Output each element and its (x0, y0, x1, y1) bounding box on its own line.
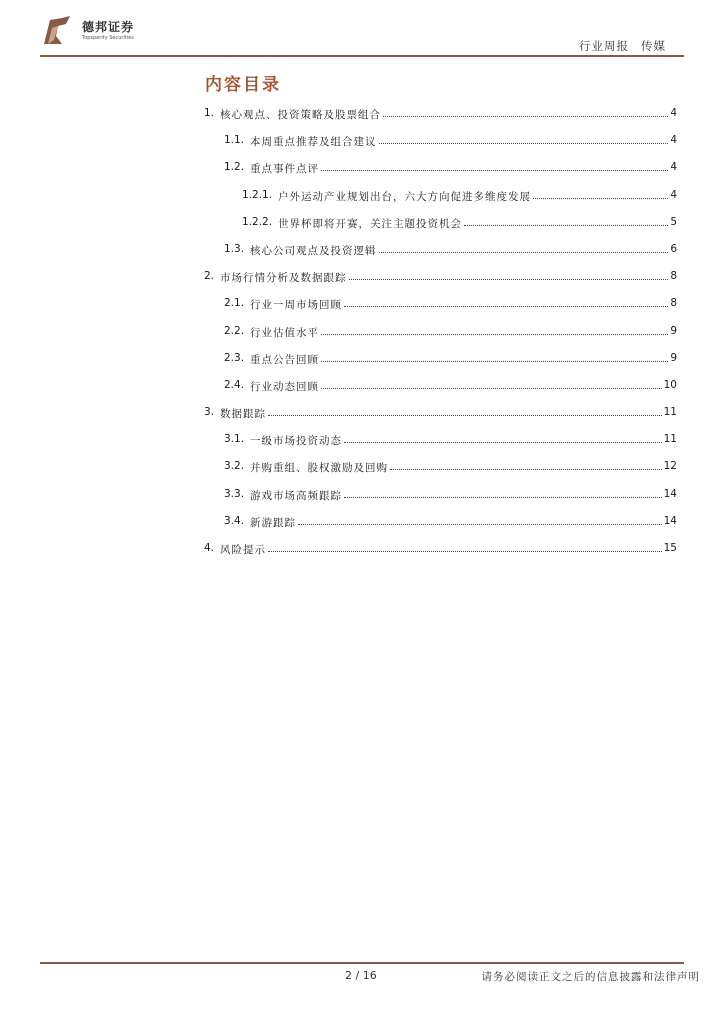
toc-entry[interactable] (204, 243, 677, 270)
toc-entry[interactable] (204, 352, 677, 379)
toc-leader-dots (379, 134, 669, 144)
toc-leader-dots (383, 107, 668, 117)
toc-entry-page: 4 (670, 134, 677, 147)
toc-leader-dots (321, 325, 668, 335)
toc-entry-title: 世界杯即将开赛，关注主题投资机会 (278, 217, 463, 230)
toc-entry-page: 10 (663, 378, 677, 391)
toc-entry-number: 1.2.2. (242, 215, 273, 228)
toc-entry-title: 重点公告回顾 (250, 353, 320, 366)
report-category (579, 38, 666, 54)
toc-leader-dots (321, 352, 668, 362)
toc-entry-title: 本周重点推荐及组合建议 (250, 136, 377, 149)
toc-title: 内容目录 (205, 75, 281, 95)
page-header (0, 0, 724, 60)
toc-entry-page: 4 (670, 161, 677, 174)
toc-entry-title: 风险提示 (220, 544, 267, 556)
toc-entry-title: 游戏市场高频跟踪 (250, 489, 343, 502)
toc-entry-page: 6 (670, 242, 677, 255)
report-type: 行业周报 (579, 39, 629, 53)
toc-entry[interactable] (204, 134, 677, 161)
toc-entry-title: 重点事件点评 (250, 163, 320, 176)
toc-entry-page: 11 (663, 433, 677, 446)
toc-entry-number: 1.3. (224, 242, 245, 255)
toc-entry-number: 2.3. (224, 351, 245, 364)
toc-entry-number: 1. (204, 107, 215, 119)
toc-entry[interactable] (204, 189, 677, 216)
toc-leader-dots (321, 379, 662, 389)
toc-leader-dots (379, 243, 669, 253)
toc-entry-number: 2. (204, 270, 215, 283)
toc-entry[interactable] (204, 542, 677, 569)
toc-entry-number: 1.2.1. (242, 188, 273, 201)
toc-entry-page: 11 (663, 406, 677, 419)
toc-entry[interactable] (204, 433, 677, 460)
toc-entry-number: 3.2. (224, 460, 245, 473)
toc-entry-page: 14 (663, 514, 677, 527)
toc-leader-dots (349, 270, 669, 280)
toc-entry[interactable] (204, 107, 677, 134)
toc-leader-dots (464, 216, 668, 226)
toc-leader-dots (344, 433, 662, 443)
toc-entry-number: 3.3. (224, 487, 245, 500)
toc-entry[interactable] (204, 216, 677, 243)
toc-entry[interactable] (204, 488, 677, 515)
footer-divider (40, 962, 684, 964)
toc-entry-page: 9 (670, 324, 677, 337)
toc-entry-number: 2.1. (224, 297, 245, 310)
toc-entry-title: 户外运动产业规划出台，六大方向促进多维度发展 (278, 190, 532, 203)
toc-entry-page: 15 (663, 542, 677, 554)
toc-entry-number: 2.2. (224, 324, 245, 337)
toc-entry-page: 8 (670, 297, 677, 310)
toc-entry-title: 市场行情分析及数据跟踪 (220, 272, 347, 285)
toc-leader-dots (344, 297, 668, 307)
toc-entry[interactable] (204, 406, 677, 433)
toc-entry-title: 核心观点、投资策略及股票组合 (220, 109, 382, 121)
toc-entry-number: 1.1. (224, 134, 245, 147)
toc-entry-number: 2.4. (224, 378, 245, 391)
toc-entry-title: 核心公司观点及投资逻辑 (250, 244, 377, 257)
page-indicator: 2 / 16 (345, 969, 377, 982)
toc-entry[interactable] (204, 325, 677, 352)
industry-label: 传媒 (641, 39, 666, 53)
toc-entry-number: 3.1. (224, 433, 245, 446)
table-of-contents (204, 107, 677, 569)
header-divider (40, 55, 684, 57)
toc-entry-page: 5 (670, 215, 677, 228)
toc-leader-dots (268, 542, 662, 552)
toc-entry-title: 行业动态回顾 (250, 380, 320, 393)
toc-entry-title: 一级市场投资动态 (250, 435, 343, 448)
toc-entry[interactable] (204, 270, 677, 297)
footer-disclaimer: 请务必阅读正文之后的信息披露和法律声明 (481, 971, 700, 983)
logo-mark-icon (40, 14, 76, 48)
toc-leader-dots (298, 515, 662, 525)
toc-leader-dots (533, 189, 668, 199)
toc-leader-dots (268, 406, 662, 416)
toc-entry-page: 8 (670, 270, 677, 283)
toc-entry-title: 行业估值水平 (250, 326, 320, 339)
toc-entry-title: 行业一周市场回顾 (250, 299, 343, 312)
toc-entry-number: 3.4. (224, 514, 245, 527)
toc-entry-title: 新游跟踪 (250, 516, 297, 529)
toc-entry-page: 14 (663, 487, 677, 500)
toc-entry[interactable] (204, 460, 677, 487)
toc-entry-page: 12 (663, 460, 677, 473)
toc-entry-page: 4 (670, 188, 677, 201)
toc-leader-dots (321, 161, 668, 171)
toc-entry[interactable] (204, 515, 677, 542)
toc-entry-number: 1.2. (224, 161, 245, 174)
toc-leader-dots (344, 488, 662, 498)
toc-entry-title: 数据跟踪 (220, 408, 267, 421)
company-logo (40, 14, 160, 50)
toc-entry[interactable] (204, 379, 677, 406)
toc-entry-page: 4 (670, 107, 677, 119)
toc-entry[interactable] (204, 297, 677, 324)
logo-name-cn: 德邦证券 (82, 20, 135, 34)
toc-leader-dots (390, 460, 662, 470)
toc-entry-number: 3. (204, 406, 215, 419)
toc-entry[interactable] (204, 161, 677, 188)
logo-name-en: Topsperity Securities (82, 35, 134, 41)
toc-entry-number: 4. (204, 542, 215, 554)
toc-entry-page: 9 (670, 351, 677, 364)
toc-entry-title: 并购重组、股权激励及回购 (250, 462, 389, 475)
